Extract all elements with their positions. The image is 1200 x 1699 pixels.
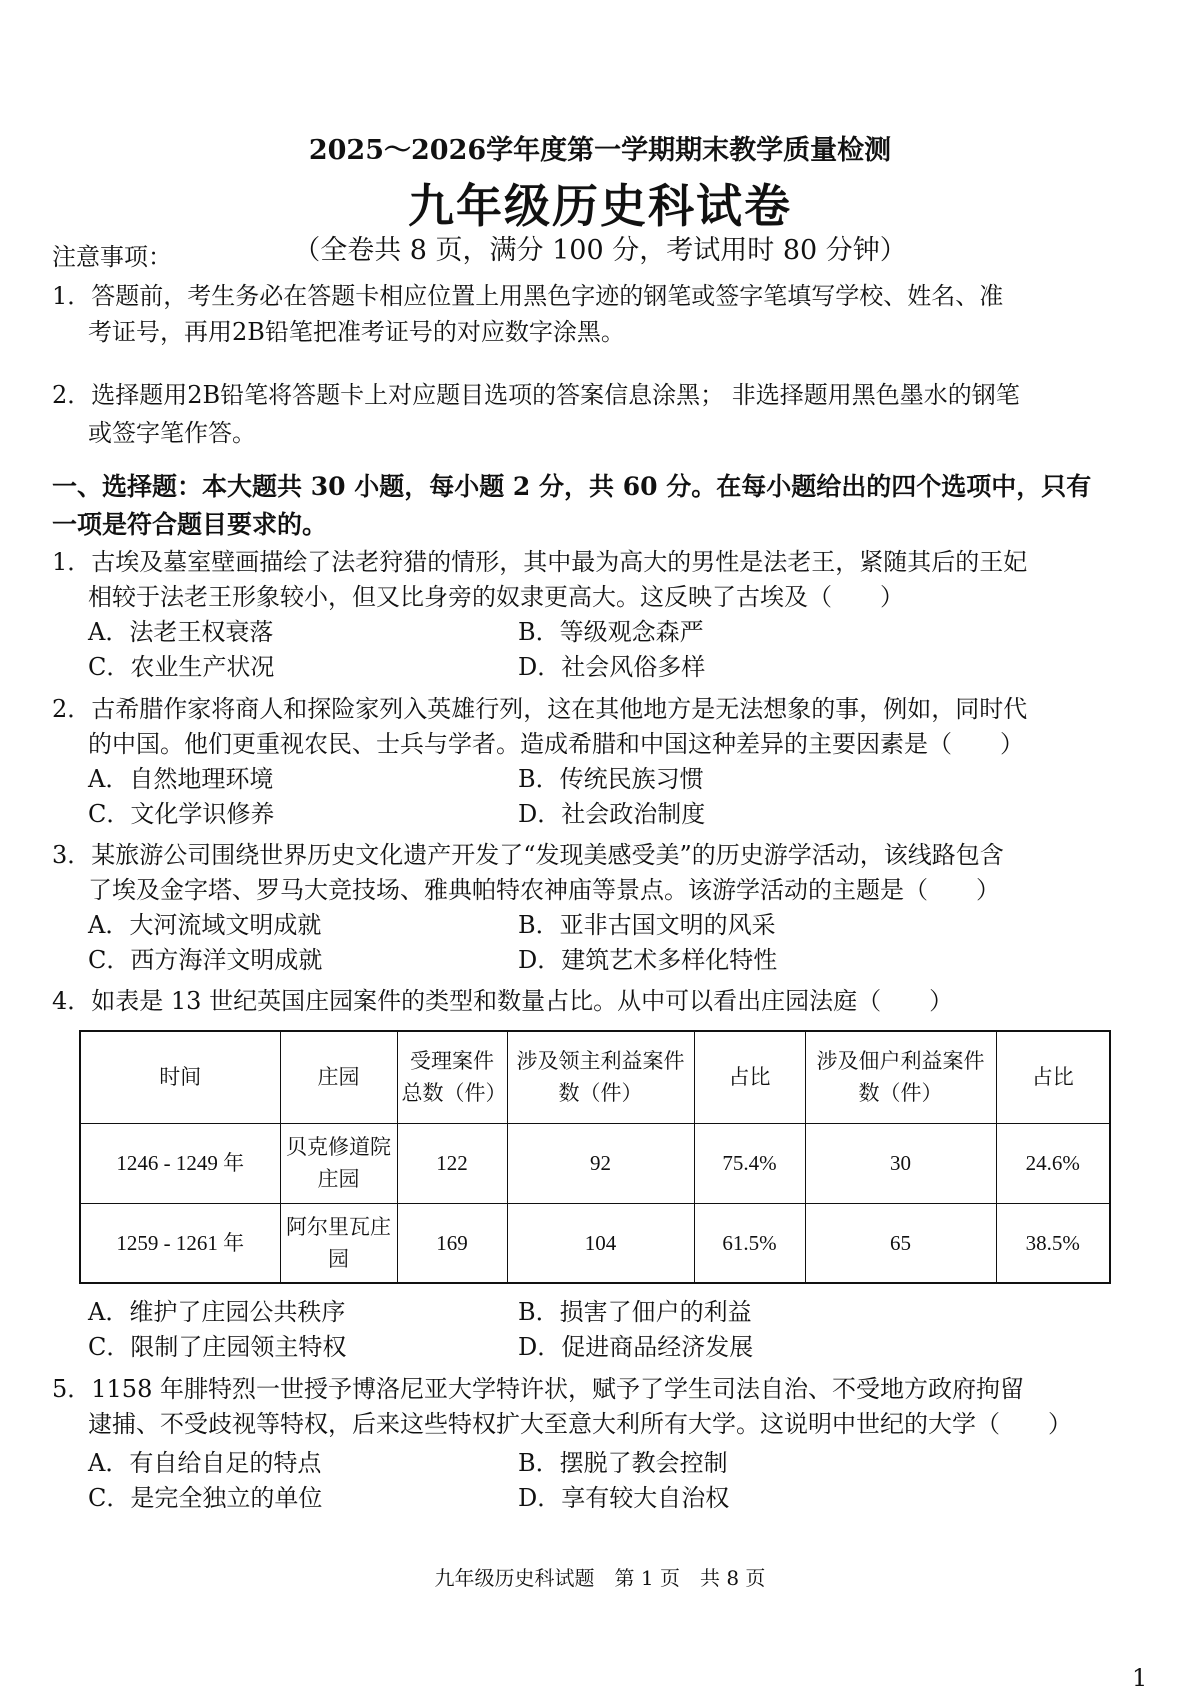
note-item-1-line1: 1．答题前，考生务必在答题卡相应位置上用黑色字迹的钢笔或签字笔填写学校、姓名、准 bbox=[52, 282, 1004, 310]
table-cell: 阿尔里瓦庄园 bbox=[280, 1203, 397, 1283]
table-header-cell: 占比 bbox=[694, 1031, 805, 1123]
exam-info: （全卷共 8 页，满分 100 分，考试用时 80 分钟） bbox=[293, 235, 907, 266]
q1-option-a: A．法老王权衰落 bbox=[88, 618, 274, 646]
q5-stem-line2: 逮捕、不受歧视等特权，后来这些特权扩大至意大利所有大学。这说明中世纪的大学（ ） bbox=[88, 1410, 1072, 1438]
page-number: 1 bbox=[1132, 1664, 1148, 1692]
q2-option-a: A．自然地理环境 bbox=[88, 765, 274, 793]
table-header-cell: 占比 bbox=[996, 1031, 1110, 1123]
q3-option-c: C．西方海洋文明成就 bbox=[88, 946, 323, 974]
q4-option-a: A．维护了庄园公共秩序 bbox=[88, 1298, 346, 1326]
table-cell: 1246 - 1249 年 bbox=[80, 1123, 280, 1203]
table-row bbox=[80, 1203, 1110, 1283]
q2-option-c: C．文化学识修养 bbox=[88, 800, 275, 828]
manor-cases-table bbox=[79, 1030, 1111, 1284]
q5-option-a: A．有自给自足的特点 bbox=[88, 1449, 322, 1477]
table-cell: 贝克修道院庄园 bbox=[280, 1123, 397, 1203]
table-cell: 92 bbox=[507, 1123, 694, 1203]
q4-option-d: D．促进商品经济发展 bbox=[518, 1333, 754, 1361]
q3-option-d: D．建筑艺术多样化特性 bbox=[518, 946, 778, 974]
q3-stem-line1: 3．某旅游公司围绕世界历史文化遗产开发了“发现美感受美”的历史游学活动，该线路包含 bbox=[52, 841, 1004, 869]
note-item-1-line2: 考证号，再用2B铅笔把准考证号的对应数字涂黑。 bbox=[88, 318, 625, 346]
q4-stem: 4．如表是 13 世纪英国庄园案件的类型和数量占比。从中可以看出庄园法庭（ ） bbox=[52, 987, 954, 1015]
q1-option-c: C．农业生产状况 bbox=[88, 653, 275, 681]
table-header-cell: 时间 bbox=[80, 1031, 280, 1123]
q3-option-b: B．亚非古国文明的风采 bbox=[518, 911, 776, 939]
q2-stem-line1: 2．古希腊作家将商人和探险家列入英雄行列，这在其他地方是无法想象的事，例如，同时代 bbox=[52, 695, 1028, 723]
q2-option-d: D．社会政治制度 bbox=[518, 800, 706, 828]
q1-option-d: D．社会风俗多样 bbox=[518, 653, 706, 681]
table-cell: 24.6% bbox=[996, 1123, 1110, 1203]
page-title: 九年级历史科试卷 bbox=[408, 179, 792, 233]
table-header-cell: 涉及领主利益案件数（件） bbox=[507, 1031, 694, 1123]
q5-option-b: B．摆脱了教会控制 bbox=[518, 1449, 728, 1477]
q1-stem-line1: 1．古埃及墓室壁画描绘了法老狩猎的情形，其中最为高大的男性是法老王，紧随其后的王妃 bbox=[52, 548, 1028, 576]
note-item-2-line1: 2．选择题用2B铅笔将答题卡上对应题目选项的答案信息涂黑； 非选择题用黑色墨水的钢笔 bbox=[52, 381, 1020, 409]
q2-option-b: B．传统民族习惯 bbox=[518, 765, 704, 793]
q3-stem-line2: 了埃及金字塔、罗马大竞技场、雅典帕特农神庙等景点。该游学活动的主题是（ ） bbox=[88, 876, 1000, 904]
table-header-cell: 受理案件总数（件） bbox=[397, 1031, 507, 1123]
q5-option-d: D．享有较大自治权 bbox=[518, 1484, 730, 1512]
table-cell: 38.5% bbox=[996, 1203, 1110, 1283]
notes-heading: 注意事项： bbox=[52, 243, 172, 271]
table-cell: 1259 - 1261 年 bbox=[80, 1203, 280, 1283]
table-cell: 75.4% bbox=[694, 1123, 805, 1203]
table-header-cell: 庄园 bbox=[280, 1031, 397, 1123]
exam-term-title: 2025～2026学年度第一学期期末教学质量检测 bbox=[308, 135, 892, 166]
q2-stem-line2: 的中国。他们更重视农民、士兵与学者。造成希腊和中国这种差异的主要因素是（ ） bbox=[88, 730, 1024, 758]
table-header-cell: 涉及佃户利益案件数（件） bbox=[805, 1031, 996, 1123]
q5-stem-line1: 5．1158 年腓特烈一世授予博洛尼亚大学特许状，赋予了学生司法自治、不受地方政府拘留 bbox=[52, 1375, 1024, 1403]
table-header-row bbox=[80, 1031, 1110, 1123]
table-cell: 169 bbox=[397, 1203, 507, 1283]
q1-option-b: B．等级观念森严 bbox=[518, 618, 704, 646]
q4-option-c: C．限制了庄园领主特权 bbox=[88, 1333, 347, 1361]
table-cell: 65 bbox=[805, 1203, 996, 1283]
q5-option-c: C．是完全独立的单位 bbox=[88, 1484, 323, 1512]
table-cell: 61.5% bbox=[694, 1203, 805, 1283]
q4-option-b: B．损害了佃户的利益 bbox=[518, 1298, 752, 1326]
q1-stem-line2: 相较于法老王形象较小，但又比身旁的奴隶更高大。这反映了古埃及（ ） bbox=[88, 583, 904, 611]
table-row bbox=[80, 1123, 1110, 1203]
table-cell: 122 bbox=[397, 1123, 507, 1203]
table-cell: 104 bbox=[507, 1203, 694, 1283]
page-footer: 九年级历史科试题 第 1 页 共 8 页 bbox=[434, 1566, 766, 1590]
section-1-heading-line2: 一项是符合题目要求的。 bbox=[52, 510, 328, 539]
table-cell: 30 bbox=[805, 1123, 996, 1203]
note-item-2-line2: 或签字笔作答。 bbox=[88, 419, 256, 447]
section-1-heading-line1: 一、选择题：本大题共 30 小题，每小题 2 分，共 60 分。在每小题给出的四个选项中，只有 bbox=[52, 472, 1092, 501]
q3-option-a: A．大河流域文明成就 bbox=[88, 911, 322, 939]
